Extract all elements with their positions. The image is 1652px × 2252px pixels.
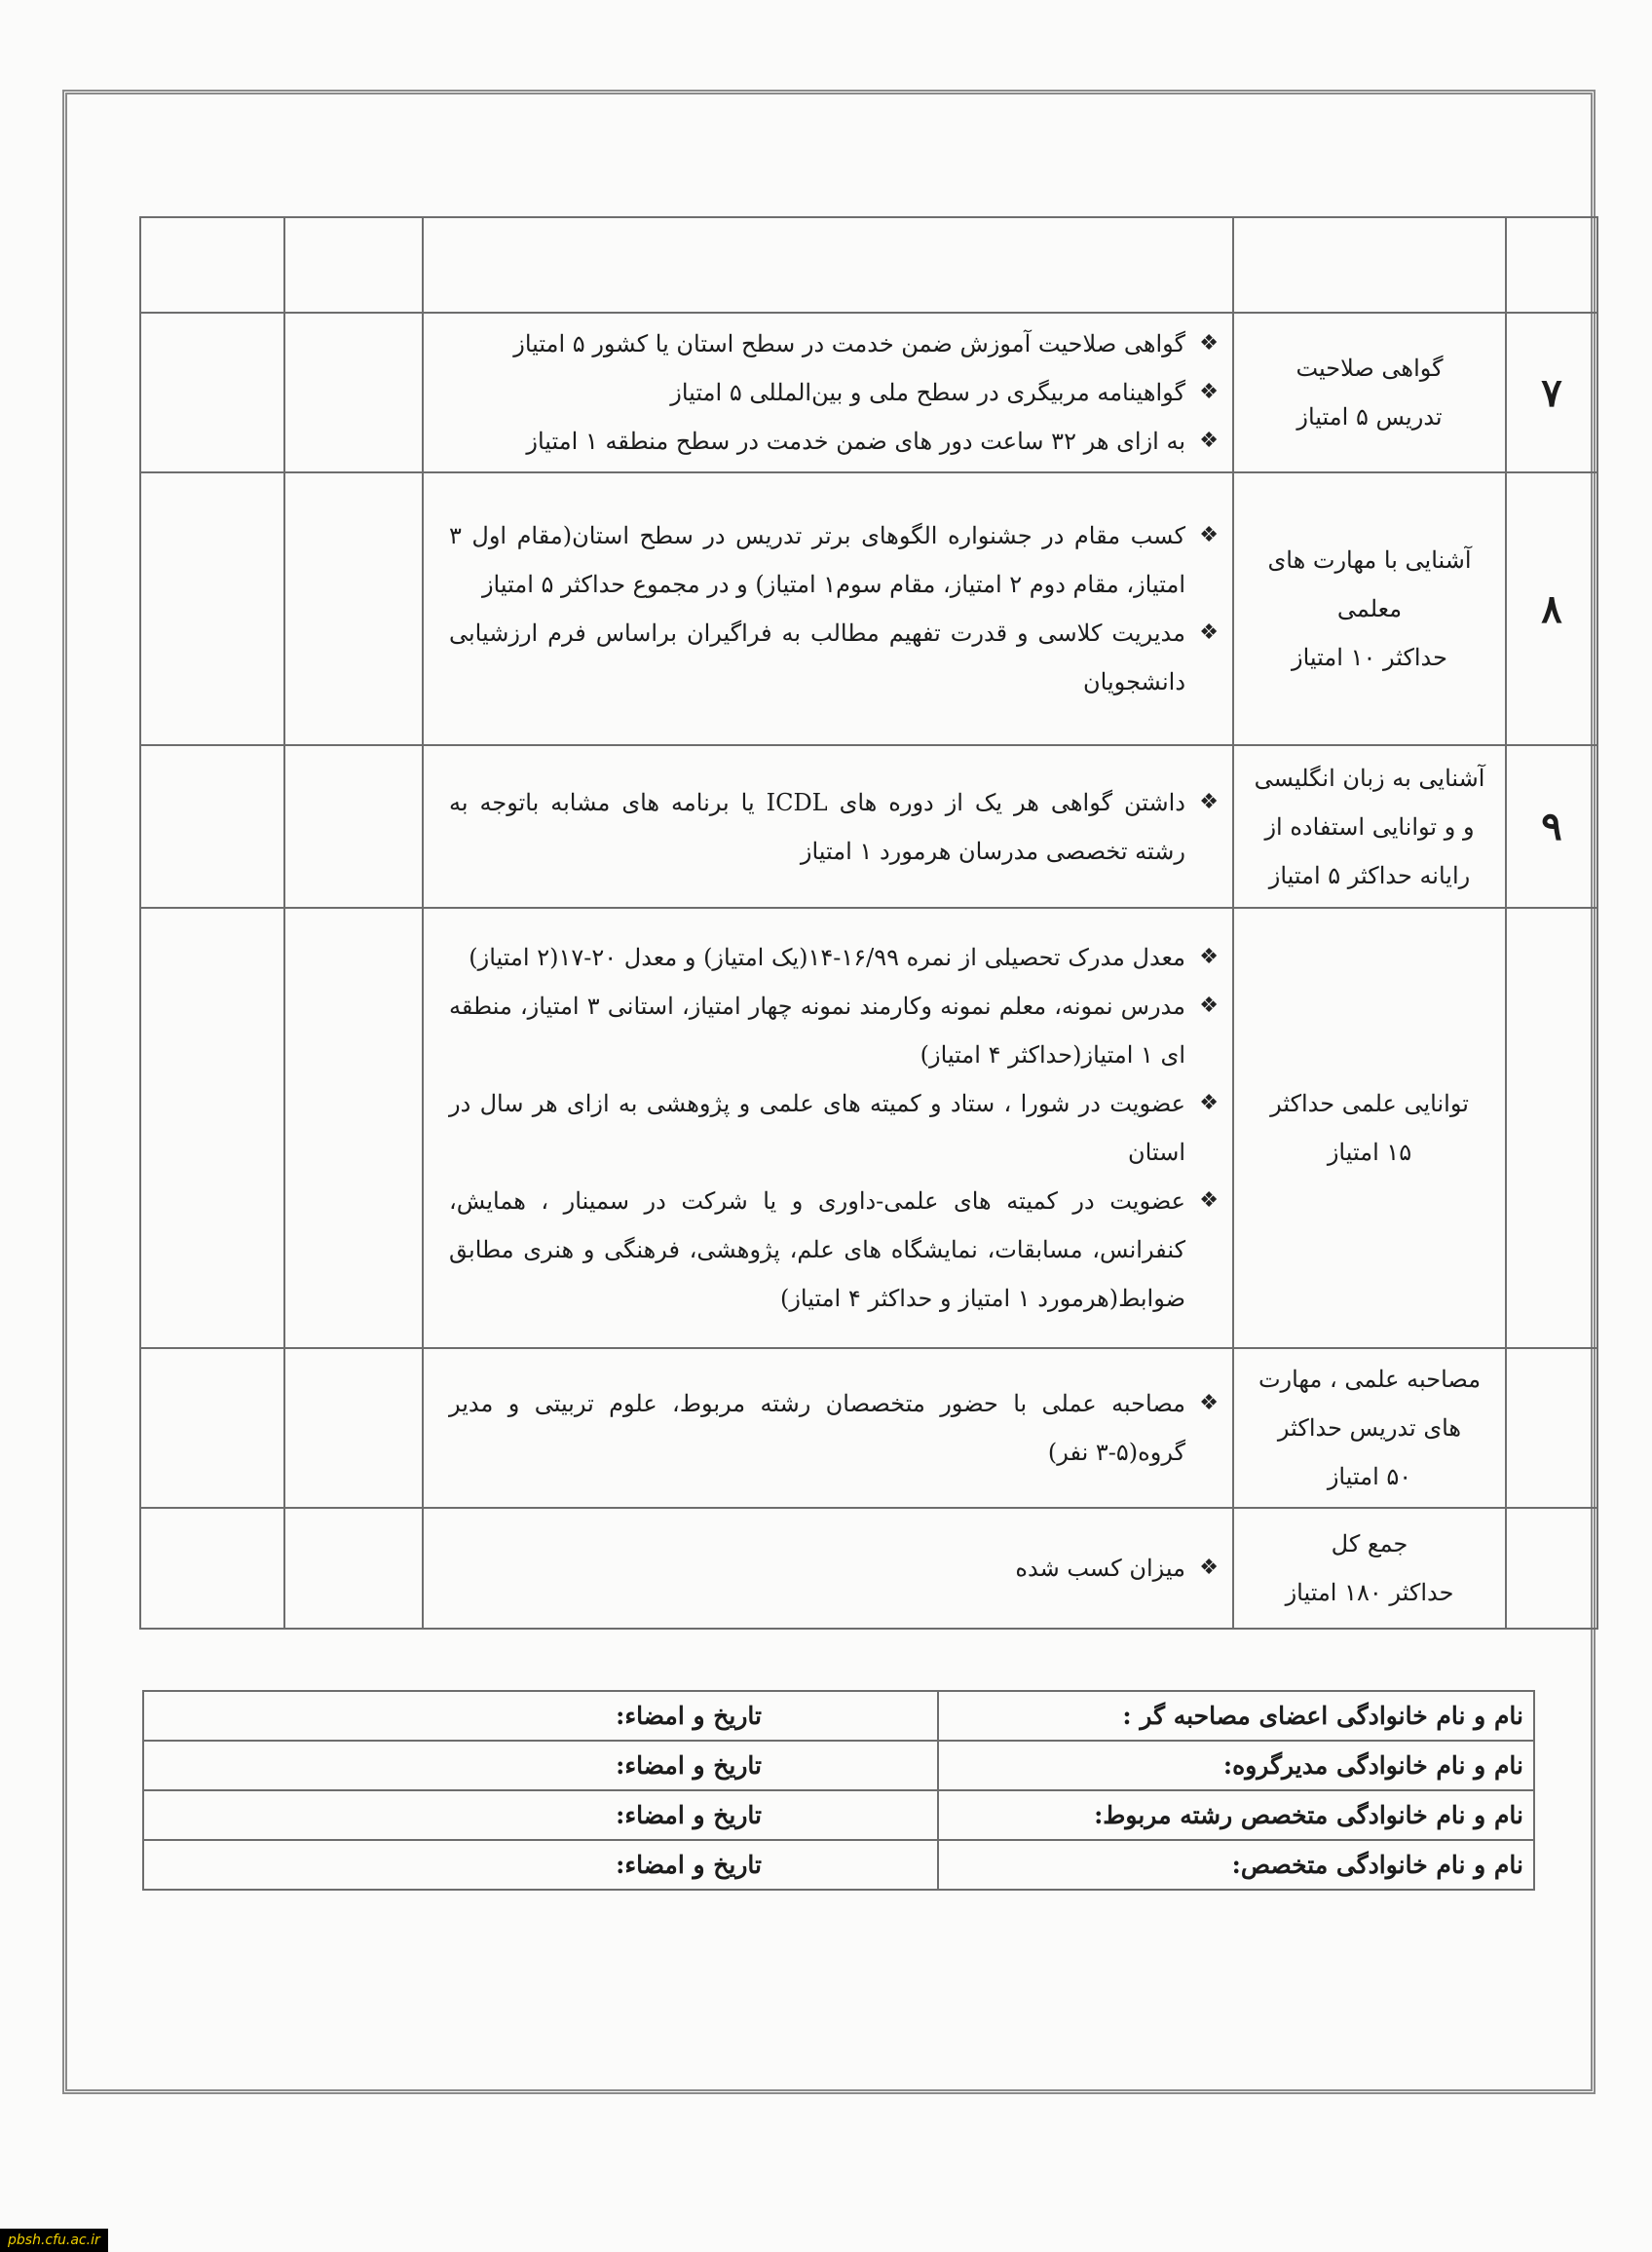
score-cell <box>284 472 423 745</box>
signature-row <box>143 1840 1534 1890</box>
signer-name-label: نام و نام خانوادگی متخصص: <box>938 1840 1534 1890</box>
items-list <box>449 778 1219 876</box>
item-text: مصاحبه عملی با حضور متخصصان رشته مربوط، علوم تربیتی و مدیر گروه(۵-۳ نفر) <box>449 1390 1185 1466</box>
remarks-cell <box>140 217 284 313</box>
list-item <box>449 368 1219 417</box>
criteria-row <box>140 745 1597 908</box>
items-list <box>449 1544 1219 1593</box>
row-number: ۸ <box>1506 472 1597 745</box>
criterion-title <box>1233 908 1506 1348</box>
criterion-title <box>1233 745 1506 908</box>
score-cell <box>284 1508 423 1629</box>
item-text: میزان کسب شده <box>1015 1555 1185 1582</box>
items-list <box>449 319 1219 466</box>
diamond-bullet-icon: ❖ <box>1199 429 1219 453</box>
criteria-table <box>139 216 1598 1630</box>
item-text: معدل مدرک تحصیلی از نمره ۱۶/۹۹-۱۴(یک امتیاز) و معدل ۲۰-۱۷(۲ امتیاز) <box>469 944 1185 971</box>
diamond-bullet-icon: ❖ <box>1199 331 1219 356</box>
criterion-title-line: آشنایی با مهارت های <box>1267 546 1472 574</box>
criterion-title-line: توانایی علمی حداکثر <box>1270 1090 1469 1117</box>
criterion-title-line: گواهی صلاحیت <box>1295 355 1444 382</box>
list-item <box>449 1544 1219 1593</box>
signature-table <box>142 1690 1535 1891</box>
criterion-title <box>1233 472 1506 745</box>
diamond-bullet-icon: ❖ <box>1199 994 1219 1018</box>
remarks-cell <box>140 908 284 1348</box>
remarks-cell <box>140 472 284 745</box>
date-signature-label: تاریخ و امضاء: <box>143 1691 938 1741</box>
diamond-bullet-icon: ❖ <box>1199 1556 1219 1580</box>
diamond-bullet-icon: ❖ <box>1199 789 1219 814</box>
remarks-cell <box>140 313 284 472</box>
list-item <box>449 1379 1219 1477</box>
criterion-title-line: های تدریس حداکثر <box>1277 1414 1462 1442</box>
criterion-title-line: رایانه حداکثر ۵ امتیاز <box>1268 861 1471 889</box>
criterion-items <box>423 313 1233 472</box>
list-item <box>449 609 1219 706</box>
remarks-cell <box>140 745 284 908</box>
criterion-title-line: معلمی <box>1336 595 1403 622</box>
item-text: داشتن گواهی هر یک از دوره های ICDL یا برنامه های مشابه باتوجه به رشته تخصصی مدرسان هرمورد ۱ امتیاز <box>449 788 1185 865</box>
criterion-items <box>423 1508 1233 1629</box>
list-item <box>449 1177 1219 1323</box>
criteria-row <box>140 472 1597 745</box>
diamond-bullet-icon: ❖ <box>1199 945 1219 969</box>
criterion-title-line: جمع کل <box>1331 1530 1408 1558</box>
diamond-bullet-icon: ❖ <box>1199 380 1219 404</box>
signature-row <box>143 1790 1534 1840</box>
criteria-row <box>140 1348 1597 1508</box>
item-text: به ازای هر ۳۲ ساعت دور های ضمن خدمت در سطح منطقه ۱ امتیاز <box>526 428 1185 455</box>
item-text: کسب مقام در جشنواره الگوهای برتر تدریس در سطح استان(مقام اول ۳ امتیاز، مقام دوم ۲ امتیاز، مقام سوم۱ امتیاز) و در مجموع حداکثر ۵ امتیاز <box>449 522 1186 598</box>
date-signature-label: تاریخ و امضاء: <box>143 1840 938 1890</box>
list-item <box>449 933 1219 982</box>
list-item <box>449 982 1219 1079</box>
item-text: مدرس نمونه، معلم نمونه وکارمند نمونه چهار امتیاز، استانی ۳ امتیاز، منطقه ای ۱ امتیاز(حداکثر ۴ امتیاز) <box>449 993 1185 1069</box>
criterion-items <box>423 472 1233 745</box>
items-list <box>449 933 1219 1323</box>
item-text: عضویت در کمیته های علمی-داوری و یا شرکت در سمینار ، همایش، کنفرانس، مسابقات، نمایشگاه های علم، پژوهشی، فرهنگی و هنری مطابق ضوابط(هرمورد ۱ امتیاز و حداکثر ۴ امتیاز) <box>449 1187 1185 1312</box>
criterion-items <box>423 1348 1233 1508</box>
diamond-bullet-icon: ❖ <box>1199 1091 1219 1115</box>
criteria-row <box>140 217 1597 313</box>
remarks-cell <box>140 1348 284 1508</box>
criterion-title-line: حداکثر ۱۸۰ امتیاز <box>1285 1579 1454 1606</box>
signer-name-label: نام و نام خانوادگی مدیرگروه: <box>938 1741 1534 1790</box>
remarks-cell <box>140 1508 284 1629</box>
date-signature-label: تاریخ و امضاء: <box>143 1790 938 1840</box>
list-item <box>449 778 1219 876</box>
criterion-title-line: حداکثر ۱۰ امتیاز <box>1292 644 1447 671</box>
criteria-row <box>140 313 1597 472</box>
site-watermark: pbsh.cfu.ac.ir <box>0 2229 108 2252</box>
list-item <box>449 319 1219 368</box>
criterion-title-line: ۱۵ امتیاز <box>1327 1139 1412 1166</box>
criterion-title-line: ۵۰ امتیاز <box>1327 1463 1412 1490</box>
diamond-bullet-icon: ❖ <box>1199 1188 1219 1213</box>
item-text: گواهی صلاحیت آموزش ضمن خدمت در سطح استان یا کشور ۵ امتیاز <box>513 330 1185 357</box>
criterion-title <box>1233 1508 1506 1629</box>
score-cell <box>284 1348 423 1508</box>
signer-name-label: نام و نام خانوادگی اعضای مصاحبه گر : <box>938 1691 1534 1741</box>
score-cell <box>284 908 423 1348</box>
list-item <box>449 511 1219 609</box>
criteria-row <box>140 908 1597 1348</box>
item-text: عضویت در شورا ، ستاد و کمیته های علمی و پژوهشی به ازای هر سال در استان <box>449 1090 1185 1166</box>
diamond-bullet-icon: ❖ <box>1199 523 1219 547</box>
row-number: ۷ <box>1506 313 1597 472</box>
criterion-items <box>423 908 1233 1348</box>
criterion-items <box>423 745 1233 908</box>
row-number: ۹ <box>1506 745 1597 908</box>
row-number <box>1506 908 1597 1348</box>
criteria-row <box>140 1508 1597 1629</box>
score-cell <box>284 745 423 908</box>
item-text: گواهینامه مربیگری در سطح ملی و بین‌المللی ۵ امتیاز <box>670 379 1185 406</box>
signature-row <box>143 1741 1534 1790</box>
items-list <box>449 1379 1219 1477</box>
signature-row <box>143 1691 1534 1741</box>
criterion-title <box>1233 217 1506 313</box>
criterion-title <box>1233 313 1506 472</box>
signer-name-label: نام و نام خانوادگی متخصص رشته مربوط: <box>938 1790 1534 1840</box>
criterion-items <box>423 217 1233 313</box>
criterion-title-line: آشنایی به زبان انگلیسی <box>1254 764 1485 792</box>
diamond-bullet-icon: ❖ <box>1199 1391 1219 1415</box>
row-number <box>1506 1348 1597 1508</box>
score-cell <box>284 313 423 472</box>
diamond-bullet-icon: ❖ <box>1199 620 1219 645</box>
row-number <box>1506 217 1597 313</box>
list-item <box>449 1079 1219 1177</box>
criterion-title-line: تدریس ۵ امتیاز <box>1296 403 1443 431</box>
list-item <box>449 417 1219 466</box>
criterion-title-line: مصاحبه علمی ، مهارت <box>1258 1366 1482 1393</box>
criterion-title-line: و و توانایی استفاده از <box>1264 812 1475 841</box>
item-text: مدیریت کلاسی و قدرت تفهیم مطالب به فراگیران براساس فرم ارزشیابی دانشجویان <box>449 619 1185 695</box>
score-cell <box>284 217 423 313</box>
criterion-title <box>1233 1348 1506 1508</box>
date-signature-label: تاریخ و امضاء: <box>143 1741 938 1790</box>
row-number <box>1506 1508 1597 1629</box>
items-list <box>449 511 1219 706</box>
